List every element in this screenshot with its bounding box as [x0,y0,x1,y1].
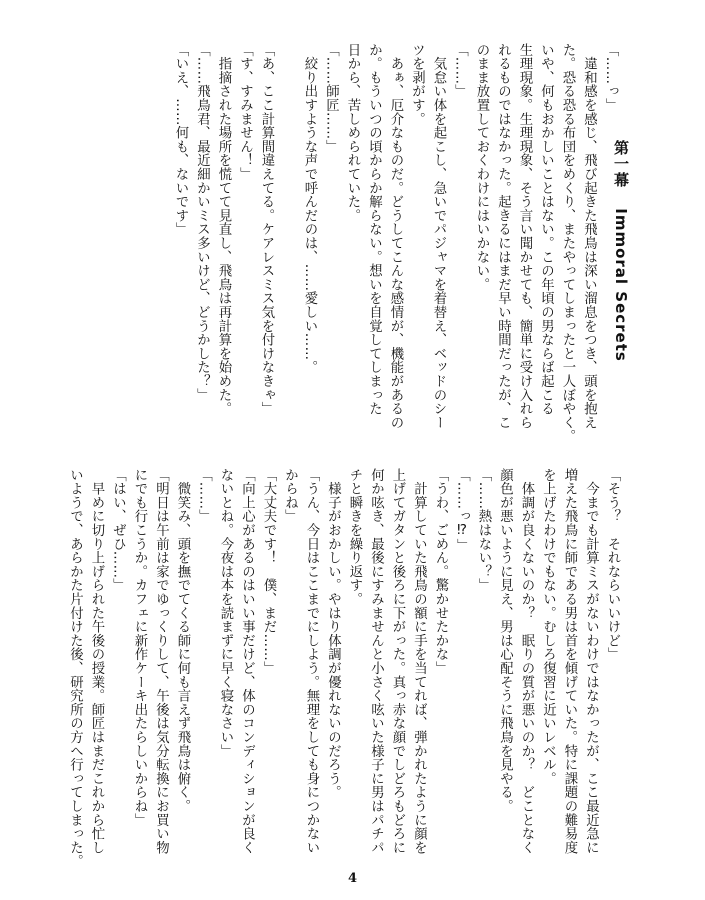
text-line: か。もういつの頃からか解らない。想いを自覚してしまった [366,43,382,416]
text-line: 早めに切り上げられた午後の授業。師匠はまだこれから忙し [89,468,104,855]
text-line: 「……飛鳥君、最近細かいミス多いけど、どうかした？」 [194,43,210,402]
text-line: 今までも計算ミスがないわけではなかったが、ここ最近急に [583,468,599,855]
text-line: 「……熱はない？」 [476,468,491,593]
text-line: 「……」 [196,468,212,524]
text-line: にでも行こうか。カフェに新作ケーキ出たらしいからね」 [132,468,147,827]
text-line: 「……っ」 [603,43,618,112]
text-line: 「大丈夫です！ 僕、まだ……」 [261,468,276,675]
text-line: 「はい、ぜひ……」 [110,468,126,593]
text-line: 「……」 [452,43,468,99]
text-line: 様子がおかしい。やはり体調が優れないのだろう。 [325,468,341,800]
text-line: 「……師匠……」 [323,43,339,154]
text-line: 気怠い体を起こし、急いでパジャマを着替え、ベッドのシー [431,43,446,430]
text-line: ないとね。今夜は本を読まずに早く寝なさい」 [218,468,233,758]
text-line: 上げてガタンと後ろに下がった。真っ赤な顔でしどろもどろに [390,468,405,855]
text-block-top [1,43,621,444]
text-line: 計算していた飛鳥の額に手を当てれば、弾かれたように顔を [411,468,427,855]
text-line: 「あ、ここ計算間違えてる。ケアレスミス気を付けなきゃ」 [259,43,274,416]
text-line: 生理現象。生理現象、そう言い聞かせても、簡単に受け入れら [517,43,532,430]
chapter-number: 第一幕 [612,140,630,188]
text-line: 体調が良くないのか？ 眠りの質が悪いのか？ どことなく [519,468,534,855]
page-number: 4 [347,871,358,886]
text-line: 絞り出すような声で呼んだのは、……愛しい……。 [302,43,317,375]
text-line: いや、何もおかしいことはない。この年頃の男ならば起こる [538,43,554,416]
text-line: 指摘された場所を慌てて見直し、飛鳥は再計算を始めた。 [216,43,231,416]
text-line: 「す、すみません！」 [237,43,253,181]
text-line: からね」 [282,468,298,524]
text-line: 「うん、今日はここまでにしよう。無理をしても身につかない [304,468,319,855]
text-line: 「明日は午前は家でゆっくりして、午後は気分転換にお買い物 [153,468,169,855]
text-line: 顔色が悪いように見え、男は心配そうに飛鳥を見やる。 [497,468,513,813]
text-line: を上げたわけでもない。むしろ復習に近いレベル。 [540,468,556,786]
text-line: 微笑み、頭を撫でてくる師に何も言えず飛鳥は俯く。 [175,468,190,813]
text-line: いようで、あらかた片付けた後、研究所の方へ行ってしまった。 [67,468,83,869]
text-block-bottom [3,468,623,878]
text-line: ツを剥がす。 [409,43,425,126]
text-line: チと瞬きを繰り返す。 [347,468,362,606]
text-line: のまま放置しておくわけにはいかない。 [474,43,489,292]
text-line: 「……っ⁉」 [454,468,470,553]
text-line: 「いえ、……何も、ないです」 [173,43,188,237]
text-line: 「そう？ それならいいけど」 [605,468,620,662]
text-line: 違和感を感じ、飛び起きた飛鳥は深い溜息をつき、頭を抱え [581,43,597,430]
text-line: れるものではなかった。起きるにはまだ早い時間だったが、こ [495,43,511,430]
text-line: 「向上心があるのはいい事だけど、体のコンディションが良く [239,468,255,855]
text-line: あぁ、厄介なものだ。どうしてこんな感情が、機能があるの [388,43,403,430]
chapter-title: Immoral Secrets [612,208,630,362]
text-line: 増えた飛鳥に師である男は首を傾げていた。特に課題の難易度 [562,468,577,855]
text-line: 何か呟き、最後にすみませんと小さく呟いた様子に男はパチパ [368,468,384,855]
scene-break [277,43,299,405]
text-line: た。恐る恐る布団をめくり、またやってしまったと一人ぼやく。 [560,43,575,444]
text-line: 「うわ、ごめん。驚かせたかな」 [433,468,448,675]
text-line: 日から、苦しめられていた。 [345,43,360,223]
